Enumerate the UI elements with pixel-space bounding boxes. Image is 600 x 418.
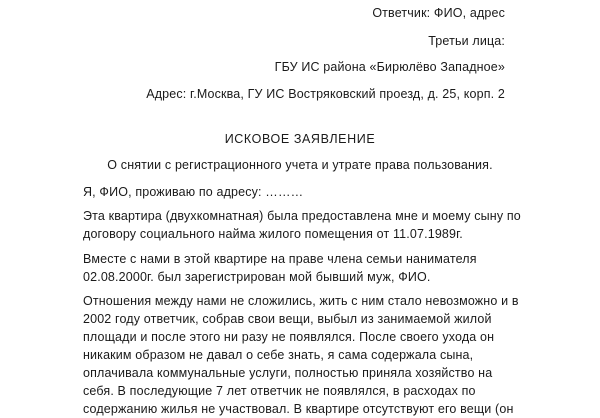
respondent-line: Ответчик: ФИО, адрес — [372, 6, 505, 20]
address-line: Адрес: г.Москва, ГУ ИС Востряковский проезд, д. 25, корп. 2 — [146, 87, 505, 101]
paragraph-line: Эта квартира (двухкомнатная) была предоставлена мне и моему сыну по — [83, 209, 521, 223]
intro-line: Я, ФИО, проживаю по адресу: ……… — [83, 185, 304, 199]
third-parties-label: Третьи лица: — [428, 34, 505, 48]
paragraph-apartment — [83, 207, 528, 243]
paragraph-registration — [83, 250, 528, 286]
paragraph-line: себя. В последующие 7 лет ответчик не появлялся, в расходах по — [83, 384, 476, 398]
paragraph-line: содержанию жилья не участвовал. В квартире отсутствуют его вещи (он — [83, 402, 514, 416]
paragraph-line: Отношения между нами не сложились, жить с ним стало невозможно и в — [83, 294, 519, 308]
paragraph-relations — [83, 292, 528, 418]
paragraph-line: никаким образом не давал о себе знать, я сама содержала сына, — [83, 348, 474, 362]
paragraph-line: Вместе с нами в этой квартире на праве члена семьи нанимателя — [83, 252, 477, 266]
paragraph-line: 2002 году ответчик, собрав свои вещи, выбыл из занимаемой жилой — [83, 312, 492, 326]
third-party-line: ГБУ ИС района «Бирюлёво Западное» — [274, 60, 505, 74]
document-subtitle: О снятии с регистрационного учета и утрате права пользования. — [107, 158, 493, 172]
paragraph-line: площади и после этого ни разу не появлялся. После своего ухода он — [83, 330, 495, 344]
paragraph-line: оплачивала коммунальные услуги, полностью приняла хозяйство на — [83, 366, 493, 380]
paragraph-line: 02.08.2000г. был зарегистрирован мой бывший муж, ФИО. — [83, 270, 431, 284]
paragraph-line: договору социального найма жилого помещения от 11.07.1989г. — [83, 227, 463, 241]
document-title: ИСКОВОЕ ЗАЯВЛЕНИЕ — [224, 132, 376, 146]
